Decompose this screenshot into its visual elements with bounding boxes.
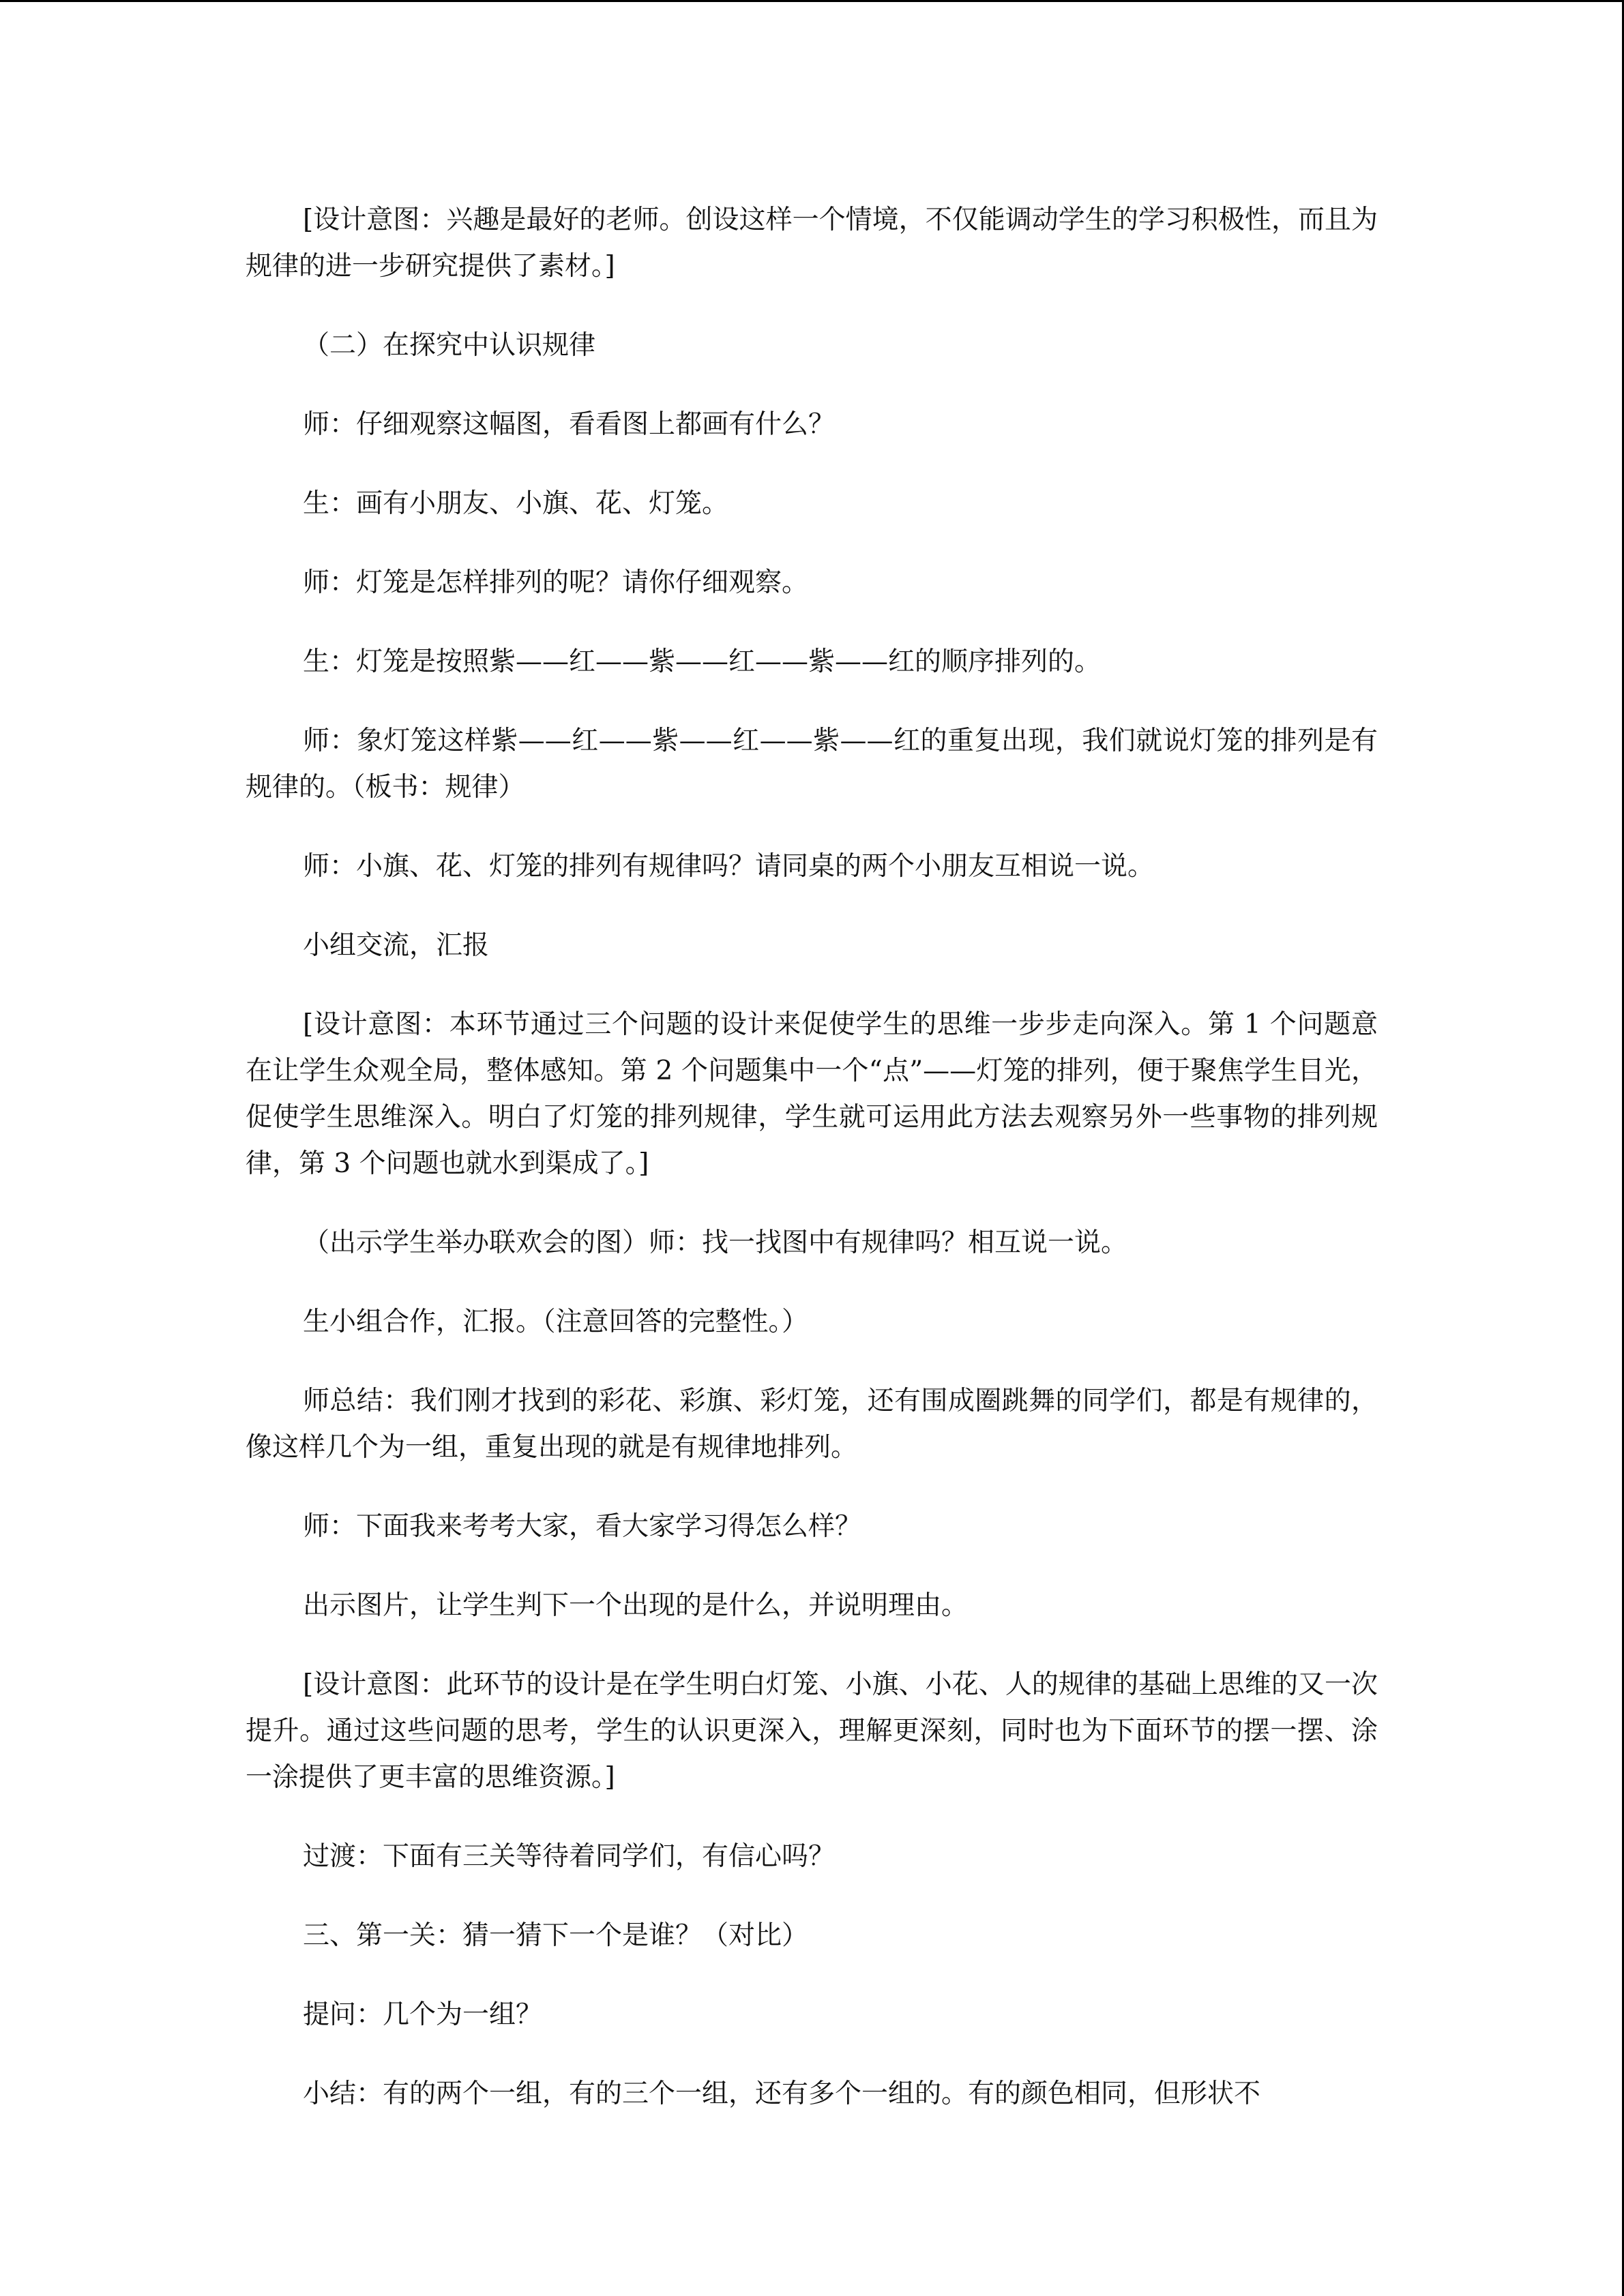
- paragraph-question-group: 提问：几个为一组？: [303, 1999, 543, 2030]
- paragraph-teacher-summary: 师总结：我们刚才找到的彩花、彩旗、彩灯笼，还有围成圈跳舞的同学们，都是有规律的，像这样几个为一组，重复出现的就是有规律地排列。: [246, 1386, 1378, 1463]
- paragraph-teacher-explain: 师：象灯笼这样紫——红——紫——红——紫——红的重复出现，我们就说灯笼的排列是有规律的。（板书：规律）: [246, 726, 1378, 803]
- paragraph-teacher-question-1: 师：仔细观察这幅图，看看图上都画有什么？: [303, 409, 836, 440]
- paragraph-design-intent-3: [设计意图：此环节的设计是在学生明白灯笼、小旗、小花、人的规律的基础上思维的又一次提升。通过这些问题的思考，学生的认识更深入，理解更深刻，同时也为下面环节的摆一摆、涂一涂提供了更丰富的思维资源。]: [246, 1669, 1378, 1793]
- paragraph-teacher-question-2: 师：灯笼是怎样排列的呢？请你仔细观察。: [303, 567, 809, 598]
- paragraph-design-intent-2: [设计意图：本环节通过三个问题的设计来促使学生的思维一步步走向深入。第 1 个问题意在让学生众观全局，整体感知。第 2 个问题集中一个“点”——灯笼的排列，便于聚焦学生目光，促使学生思维深入。明白了灯笼的排列规律，学生就可运用此方法去观察另外一些事物的排列规律，第 3 个问题也就水到渠成了。]: [246, 1009, 1378, 1179]
- paragraph-student-group-work: 生小组合作，汇报。（注意回答的完整性。）: [303, 1307, 809, 1337]
- paragraph-summary: 小结：有的两个一组，有的三个一组，还有多个一组的。有的颜色相同，但形状不: [303, 2078, 1261, 2109]
- paragraph-student-answer-1: 生：画有小朋友、小旗、花、灯笼。: [303, 488, 729, 519]
- paragraph-student-answer-2: 生：灯笼是按照紫——红——紫——红——紫——红的顺序排列的。: [303, 646, 1102, 677]
- paragraph-transition: 过渡：下面有三关等待着同学们，有信心吗？: [303, 1841, 836, 1872]
- paragraph-group-report: 小组交流，汇报: [303, 930, 490, 961]
- paragraph-teacher-test: 师：下面我来考考大家，看大家学习得怎么样？: [303, 1511, 862, 1542]
- paragraph-show-images: 出示图片，让学生判下一个出现的是什么，并说明理由。: [303, 1590, 969, 1621]
- paragraph-show-picture: （出示学生举办联欢会的图）师：找一找图中有规律吗？相互说一说。: [303, 1227, 1128, 1258]
- document-body: [246, 197, 1378, 2117]
- paragraph-level-one: 三、第一关：猜一猜下一个是谁？（对比）: [303, 1920, 809, 1951]
- paragraph-design-intent-1: [设计意图：兴趣是最好的老师。创设这样一个情境，不仅能调动学生的学习积极性，而且为规律的进一步研究提供了素材。]: [246, 205, 1378, 282]
- paragraph-section-heading: （二）在探究中认识规律: [303, 330, 596, 361]
- paragraph-teacher-question-3: 师：小旗、花、灯笼的排列有规律吗？请同桌的两个小朋友互相说一说。: [303, 851, 1155, 882]
